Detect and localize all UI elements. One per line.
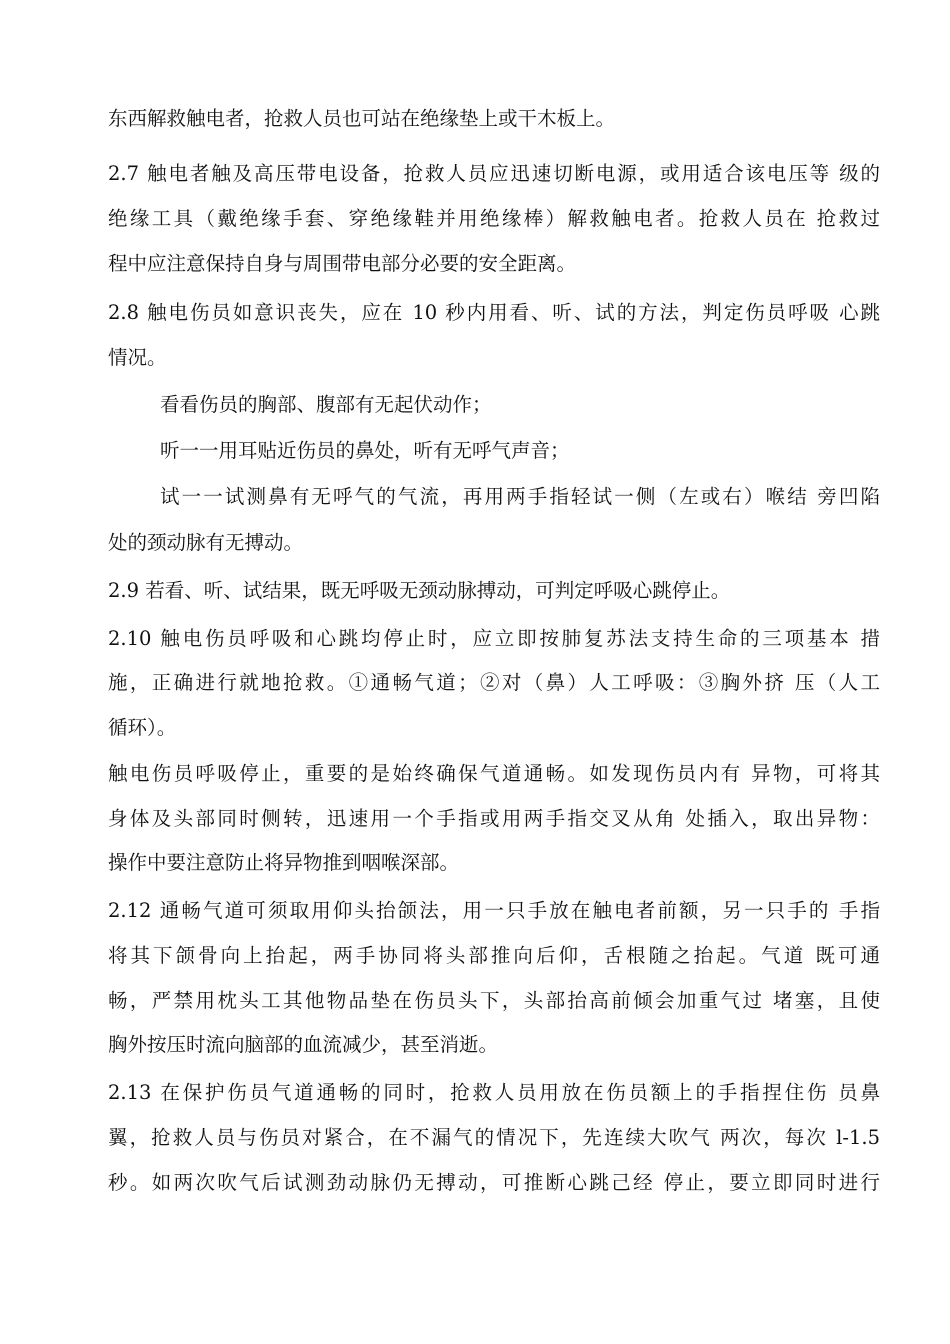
text-line: 2.12 通畅气道可须取用仰头抬颌法，用一只手放在触电者前额，另一只手的 手指 bbox=[108, 899, 880, 922]
text-line: 翼，抢救人员与伤员对紧合，在不漏气的情况下，先连续大吹气 两次，每次 l-1.5 bbox=[108, 1126, 881, 1149]
text-line: 看看伤员的胸部、腹部有无起伏动作； bbox=[160, 393, 492, 416]
text-line: 身体及头部同时侧转，迅速用一个手指或用两手指交叉从角 处插入，取出异物： bbox=[108, 807, 880, 830]
text-line: 情况。 bbox=[108, 346, 167, 369]
text-line: 将其下颌骨向上抬起，两手协同将头部推向后仰，舌根随之抬起。气道 既可通 bbox=[108, 944, 880, 967]
text-line: 2.10 触电伤员呼吸和心跳均停止时，应立即按肺复苏法支持生命的三项基本 措 bbox=[108, 627, 880, 650]
text-line: 循环）。 bbox=[108, 716, 177, 739]
text-line: 秒。如两次吹气后试测劲动脉仍无搏动，可推断心跳己经 停止，要立即同时进行 bbox=[108, 1171, 880, 1194]
text-line: 处的颈动脉有无搏动。 bbox=[108, 531, 304, 554]
text-line: 施，正确进行就地抢救。①通畅气道；②对（鼻）人工呼吸：③胸外挤 压（人工 bbox=[108, 671, 880, 694]
text-line: 胸外按压时流向脑部的血流减少，甚至消逝。 bbox=[108, 1033, 499, 1056]
text-line: 试一一试测鼻有无呼气的气流，再用两手指轻试一侧（左或右）喉结 旁凹陷 bbox=[160, 485, 880, 508]
text-line: 2.9 若看、听、试结果，既无呼吸无颈动脉搏动，可判定呼吸心跳停止。 bbox=[108, 579, 731, 602]
text-line: 程中应注意保持自身与周围带电部分必要的安全距离。 bbox=[108, 252, 577, 275]
text-line: 触电伤员呼吸停止，重要的是始终确保气道通畅。如发现伤员内有 异物，可将其 bbox=[108, 762, 880, 785]
text-line: 畅，严禁用枕头工其他物品垫在伤员头下，头部抬高前倾会加重气过 堵塞，且使 bbox=[108, 989, 880, 1012]
text-line: 2.7 触电者触及高压带电设备，抢救人员应迅速切断电源，或用适合该电压等 级的 bbox=[108, 162, 880, 185]
text-line: 2.13 在保护伤员气道通畅的同时，抢救人员用放在伤员额上的手指捏住伤 员鼻 bbox=[108, 1081, 880, 1104]
text-line: 2.8 触电伤员如意识丧失，应在 10 秒内用看、听、试的方法，判定伤员呼吸 心跳 bbox=[108, 301, 880, 324]
text-line: 操作中要注意防止将异物推到咽喉深部。 bbox=[108, 851, 460, 874]
text-line: 东西解救触电者，抢救人员也可站在绝缘垫上或干木板上。 bbox=[108, 107, 616, 130]
text-line: 绝缘工具（戴绝缘手套、穿绝缘鞋并用绝缘棒）解救触电者。抢救人员在 抢救过 bbox=[108, 207, 880, 230]
text-line: 听一一用耳贴近伤员的鼻处，听有无呼气声音； bbox=[160, 439, 570, 462]
